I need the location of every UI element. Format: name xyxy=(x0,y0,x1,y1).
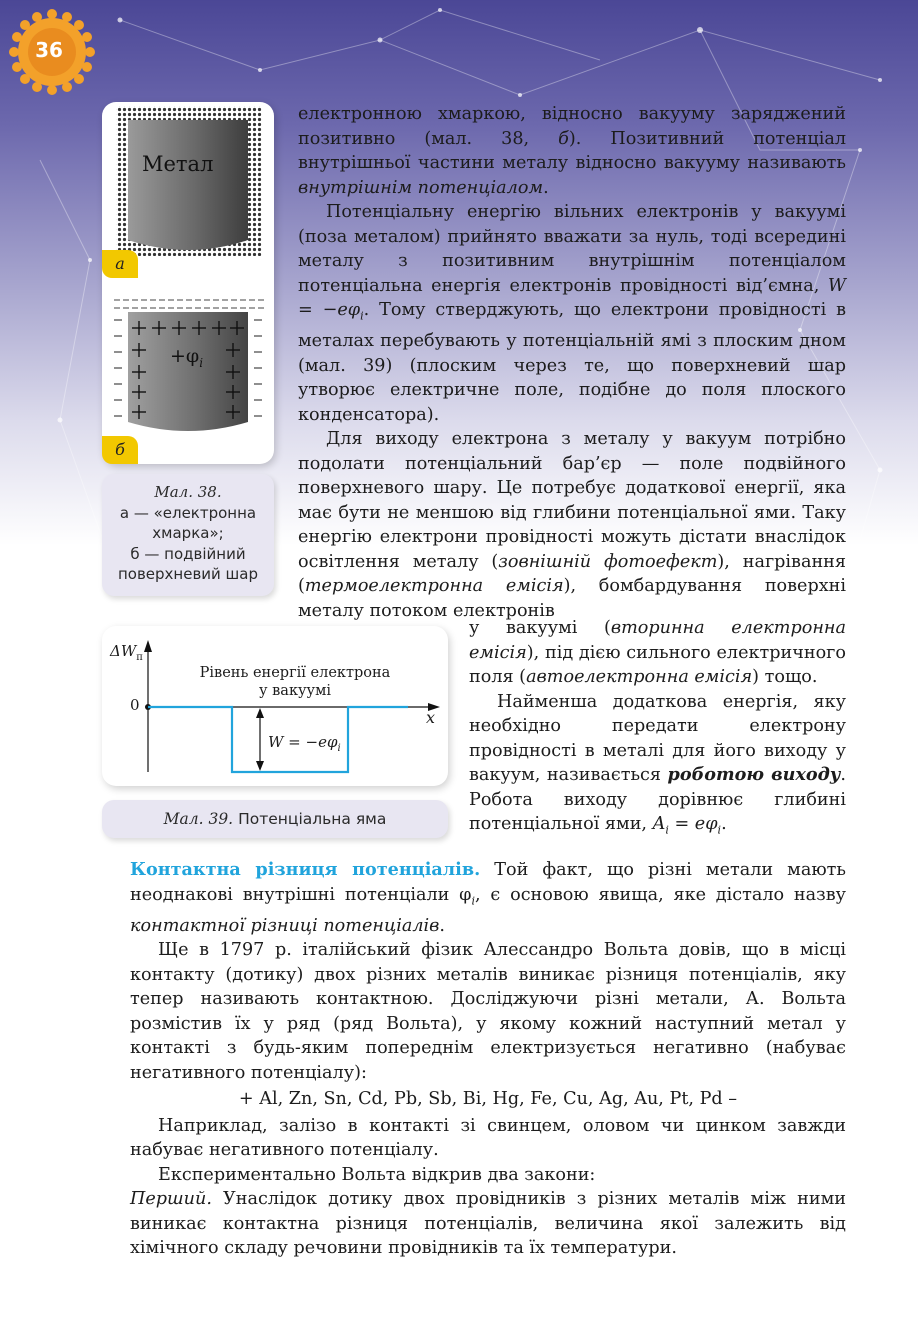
caption-line-b: б — подвійний поверхневий шар xyxy=(117,544,259,583)
paragraph: Контактна різниця потенціалів. Той факт, що різні метали мають неоднакові внутрішні потенціали $\varphi_i$, є основою явища, яке дістало назву контактної різниці потенціалів. xyxy=(130,859,846,936)
paragraph: Експериментально Вольта відкрив два закони: xyxy=(158,1164,596,1185)
zero-label: 0 xyxy=(130,696,140,714)
potential-well-diagram xyxy=(102,626,448,786)
paragraph: Для виходу електрона з металу у вакуум потрібно подолати потенціальний бар’єр — поле подвійного поверхневого шару. Це потребує додаткової енергії, яка має бути не меншою від глибини потенціальної ями. Таку енергію електрони провідності можуть дістати внаслідок освітлення металу (зовнішній фотоефект), нагрівання (термоелектронна емісія), бомбардування поверхні металу потоком електронів xyxy=(298,429,847,621)
paragraph: Найменша додаткова енергія, яку необхідно передати електрону провідності в металі для його виходу у вакуум, називається роботою виходу. Робота виходу дорівнює глибині потенціальної ями, $A_i = e\varphi_i$. xyxy=(469,691,847,837)
metal-label: Метал xyxy=(142,152,214,176)
figure-39-caption: Мал. 39. Потенціальна яма xyxy=(102,800,448,838)
x-axis-label: x xyxy=(426,708,436,727)
panel-a-tag: а xyxy=(102,250,138,278)
panel-b-tag: б xyxy=(102,436,138,464)
paragraph: електронною хмаркою, відносно вакууму заряджений позитивно (мал. 38, б). Позитивний потенціал внутрішньої частини металу відносно вакууму називають внутрішнім потенціалом. xyxy=(298,104,846,198)
text-column-narrow xyxy=(469,616,846,843)
paragraph: у вакуумі (вторинна електронна емісія), під дією сильного електричного поля (автоелектронна емісія) тощо. xyxy=(469,618,846,687)
paragraph: Наприклад, залізо в контакті зі свинцем, оловом чи цинком завжди набуває негативного потенціалу. xyxy=(130,1115,846,1161)
well-depth-label: $W = -e\varphi_i$ xyxy=(268,733,341,754)
volta-series: + Al, Zn, Sn, Cd, Pb, Sb, Bi, Hg, Fe, Cu, Ag, Au, Pt, Pd – xyxy=(238,1089,738,1110)
caption-title: Мал. 38. xyxy=(154,483,222,501)
text-column-lower xyxy=(130,858,846,1261)
figure-38-panel xyxy=(102,102,274,464)
caption-line-a: а — «електронна хмарка»; xyxy=(119,503,257,542)
figure-38-caption xyxy=(102,474,274,596)
law-first: Перший. Унаслідок дотику двох провідників з різних металів між ними виникає контактна різниця потенціалів, величина якої залежить від хімічного складу речовини провідників та їх температури. xyxy=(130,1189,846,1259)
inner-potential-label: $+\varphi_i$ xyxy=(170,345,204,370)
text-column-upper xyxy=(298,102,846,623)
page-number: 36 xyxy=(35,38,63,62)
y-axis-label: $\Delta W_п$ xyxy=(110,642,143,663)
figure-39-panel xyxy=(102,626,448,786)
paragraph: Ще в 1797 р. італійський фізик Алессандро Вольта довів, що в місці контакту (дотику) двох різних металів виникає різниця потенціалів, яку тепер називають контактною. Досліджуючи різні метали, А. Вольта розмістив їх у ряд (ряд Вольта), у якому кожний наступний метал у контакті з будь-яким попереднім електризується негативно (набуває негативного потенціалу): xyxy=(130,940,846,1083)
paragraph: Потенціальну енергію вільних електронів у вакуумі (поза металом) прийнято вважати за нуль, тоді всередині металу з позитивним внутрішнім потенціалом потенціальна енергія електронів провідності від’ємна, $W = -e\varphi_i$. Тому стверджують, що електрони провідності в металах перебувають у потенціальній ямі з плоским дном (мал. 39) (плоским через те, що поверхневий шар утворює електричне поле, подібне до поля плоского конденсатора). xyxy=(298,202,847,425)
section-heading: Контактна різниця потенціалів. xyxy=(130,859,481,880)
vacuum-level-label: Рівень енергії електрона у вакуумі xyxy=(199,665,391,699)
